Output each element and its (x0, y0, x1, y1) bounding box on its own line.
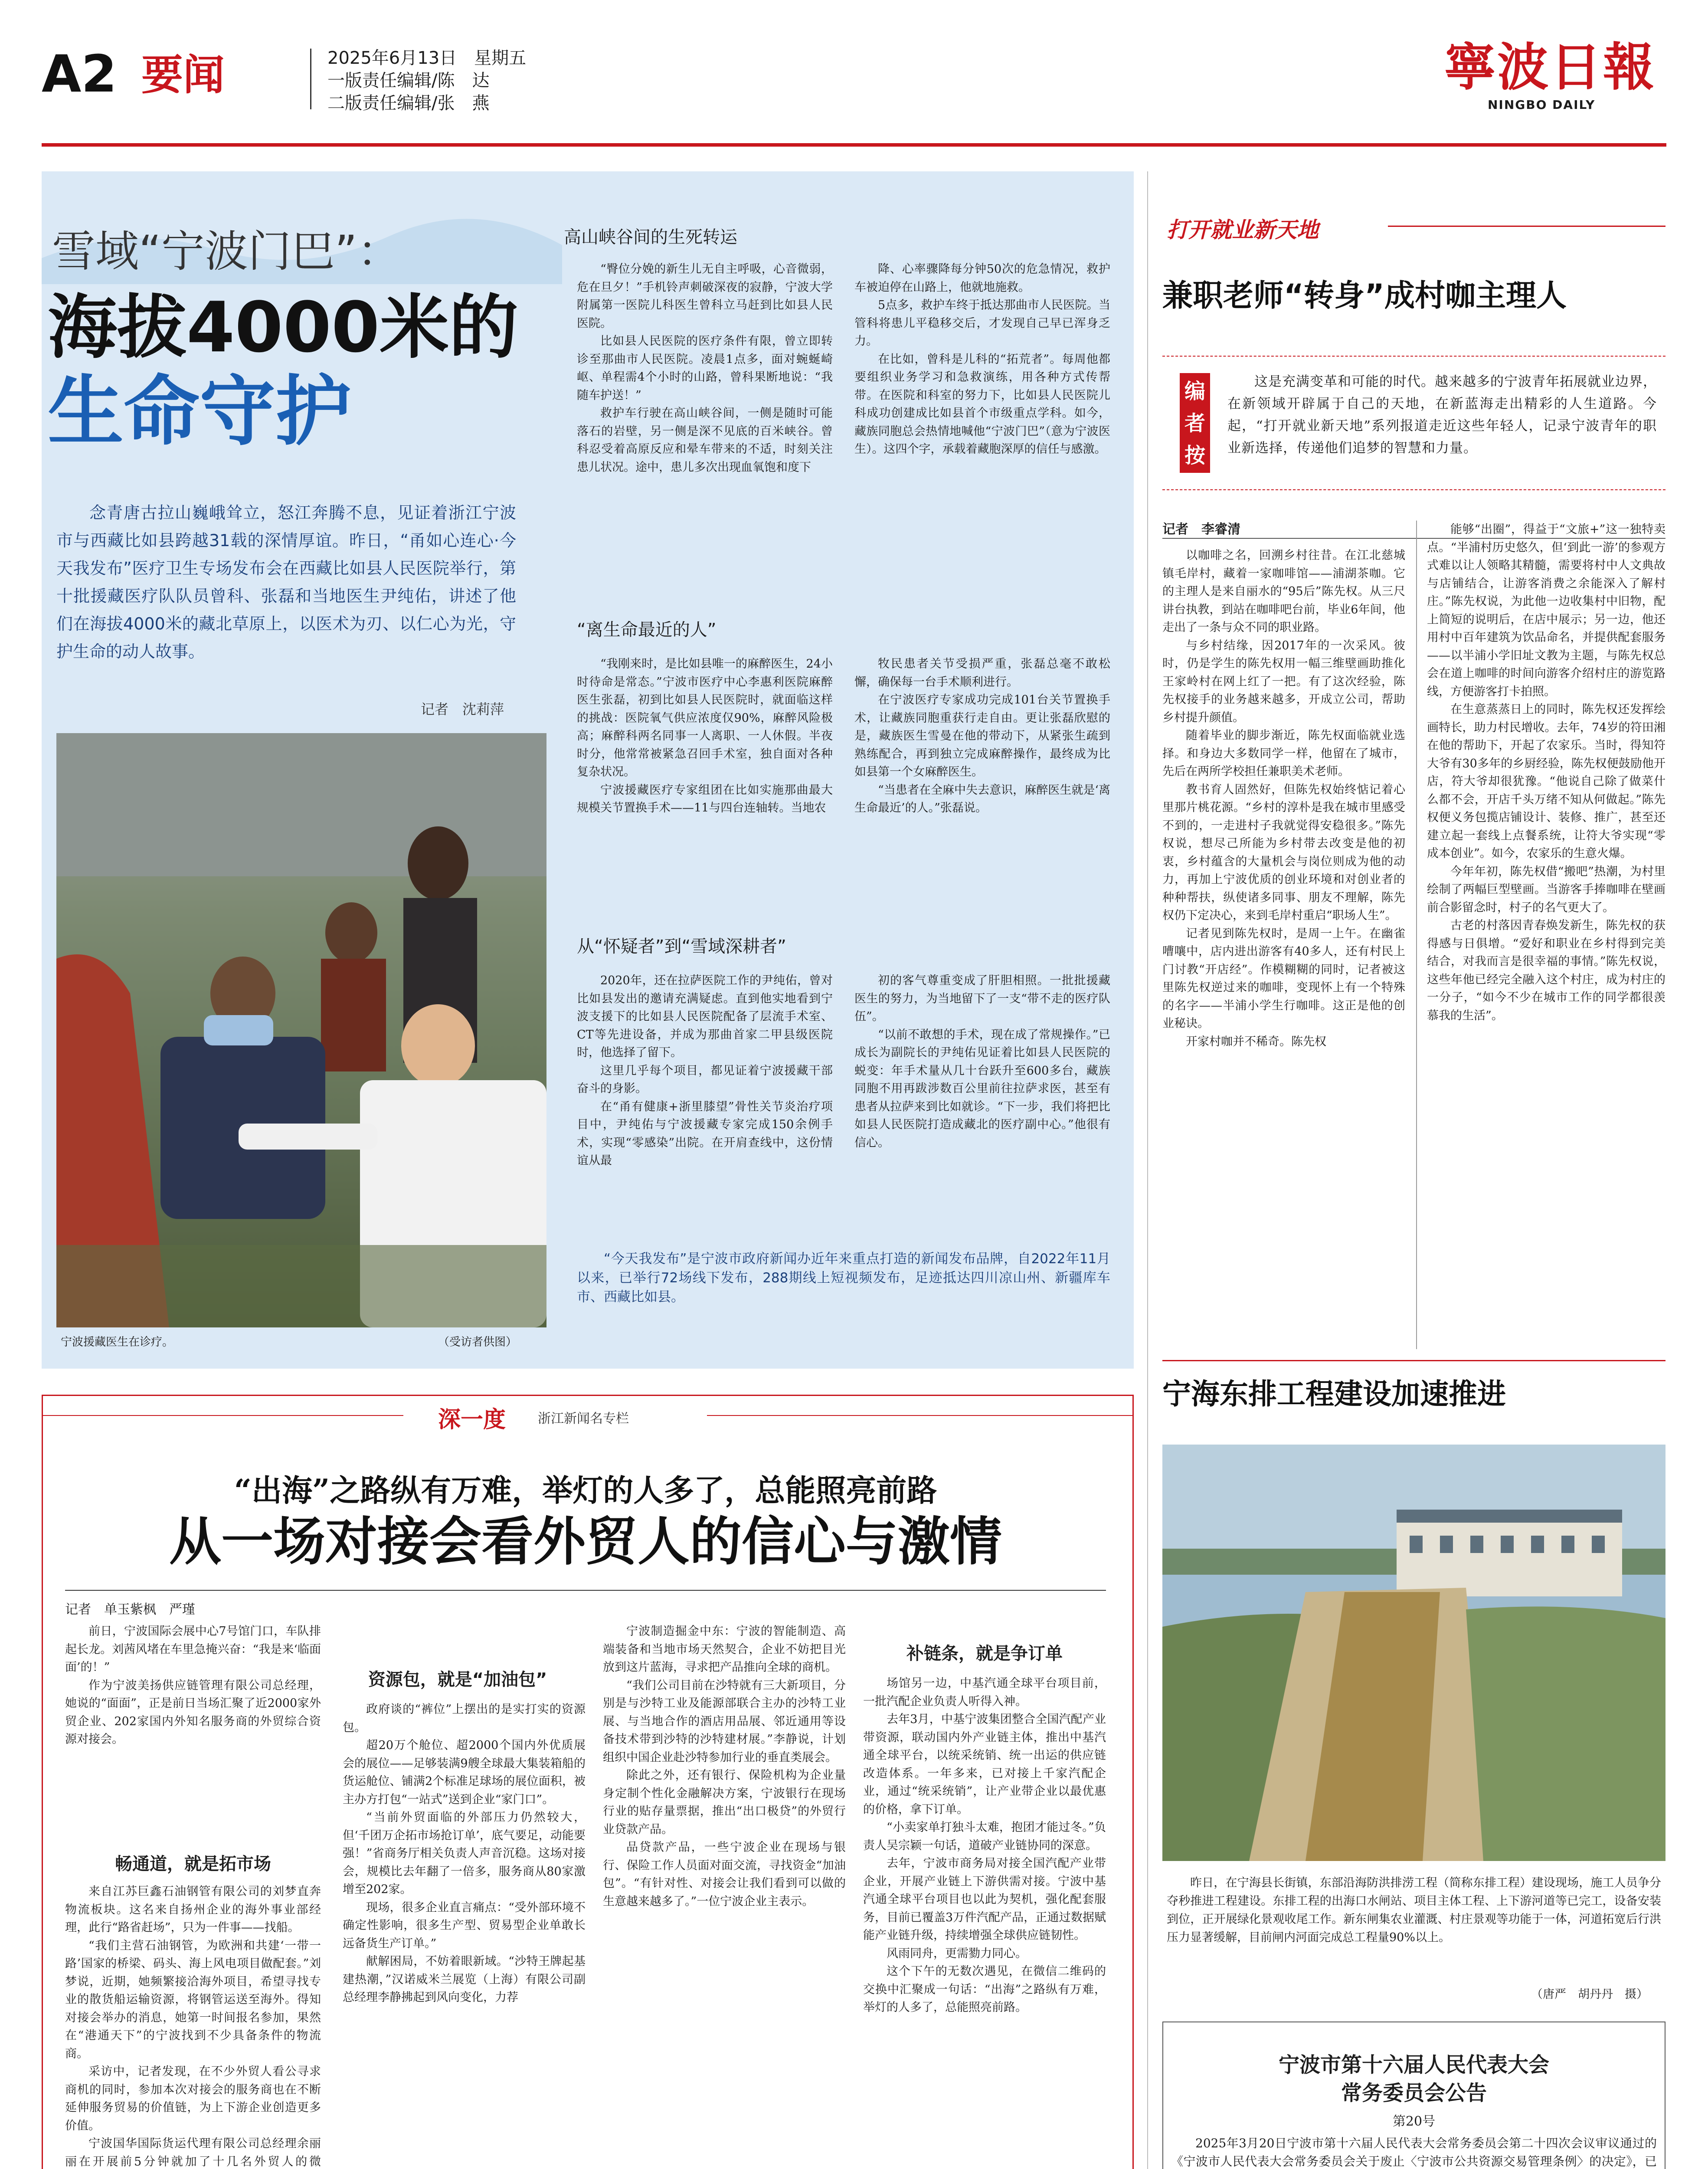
lead-photo-credit: （受访者供图） (438, 1336, 517, 1349)
lead-subhead-3: 从“怀疑者”到“雪域深耕者” (577, 937, 786, 957)
page-number: A2 (42, 44, 117, 104)
ninghai-rule (1162, 1360, 1665, 1361)
paragraph: 宁波制造掘金中东：宁波的智能制造、高端装备和当地市场天然契合，企业不妨把目光放到这片蓝海，寻求把产品推向全球的商机。 (603, 1625, 846, 1674)
notice-body: 2025年3月20日宁波市第十六届人民代表大会常务委员会第二十四次会议审议通过的《宁波市人民代表大会常务委员会关于废止〈宁波市公共资源交易管理条例〉的决定》，已 (1171, 2136, 1657, 2169)
right-banner: 打开就业新天地 (1167, 217, 1319, 242)
lead-s2-col-1 (577, 655, 833, 915)
paragraph: 今年年初，陈先权借“搬吧”热潮，为村里绘制了两幅巨型壁画。当游客手捧咖啡在壁画前合影留念时，村子的名气更大了。 (1427, 865, 1665, 914)
depth-banner-sub: 浙江新闻名专栏 (538, 1411, 629, 1426)
paragraph: 2020年，还在拉萨医院工作的尹纯佑，曾对比如县发出的邀请充满疑虑。直到他实地看到宁波支援下的比如县人民医院配备了层流手术室、CT等先进设备，并成为那曲首家二甲县级医院时，他选择了留下。 (577, 974, 833, 1059)
paragraph: 去年3月，中基宁波集团整合全国汽配产业带资源，联动国内外产业链主体，推出中基汽通全球平台，以统采统销、统一出运的供应链改造体系。一年多来，已对接上千家汽配企业，通过“统采统销”，让产业带企业以最优惠的价格，拿下订单。 (863, 1713, 1106, 1816)
ninghai-title: 宁海东排工程建设加速推进 (1162, 1377, 1506, 1411)
depth-col-2a (343, 1700, 586, 2169)
editor-line-1: 一版责任编辑/陈 达 (327, 71, 490, 91)
paragraph: “我们公司目前在沙特就有三大新项目，分别是与沙特工业及能源部联合主办的沙特工业展、与当地合作的酒店用品展、邻近通用等设备技术带到沙特的沙特建材展。”李静说，计划组织中国企业赴沙特参加行业的垂直类展会。 (603, 1678, 846, 1764)
paragraph: 现场，很多企业直言痛点：“受外部环境不确定性影响，很多生产型、贸易型企业单敢长远备货生产订单。” (343, 1900, 586, 1950)
lead-s1-col-2 (854, 260, 1110, 599)
lead-intro: 念青唐古拉山巍峨耸立，怒江奔腾不息，见证着浙江宁波市与西藏比如县跨越31载的深情厚谊。昨日，“甬如心连心·今天我发布”医疗卫生专场发布会在西藏比如县人民医院举行，第十批援藏医疗队队员曾科、张磊和当地医生尹纯佑，讲述了他们在海拔4000米的藏北草原上，以医术为刃、以仁心为光，守护生命的动人故事。 (56, 503, 516, 661)
lead-s2-col-2b (854, 655, 1110, 915)
lead-subhead-1: 高山峡谷间的生死转运 (564, 227, 737, 247)
section-name: 要闻 (141, 51, 225, 99)
paragraph: 作为宁波美扬供应链管理有限公司总经理，她说的“面面”，正是前日当场汇聚了近2000家外贸企业、202家国内外知名服务商的外贸综合资源对接会。 (65, 1678, 321, 1746)
header-rule (42, 143, 1666, 147)
paragraph: 初的客气尊重变成了肝胆相照。一批批援藏医生的努力，为当地留下了一支“带不走的医疗队伍”。 (854, 974, 1110, 1023)
depth-title-rule (65, 1590, 1106, 1591)
depth-col-3a (603, 1622, 846, 2169)
paragraph: 宁波国华国际货运代理有限公司总经理余丽丽在开展前5分钟就加了十几名外贸人的微 (65, 2137, 321, 2169)
editor-note: 这是充满变革和可能的时代。越来越多的宁波青年拓展就业边界，在新领域开辟属于自己的天地，在新蓝海走出精彩的人生道路。今起，“打开就业新天地”系列报道走近这些年轻人，记录宁波青年的职业新选择，传递他们追梦的智慧和力量。 (1227, 374, 1657, 456)
newspaper-logo-en: NINGBO DAILY (1488, 98, 1596, 112)
paragraph: 前日，宁波国际会展中心7号馆门口，车队排起长龙。刘茜风堵在车里急掩兴奋：“我是来‘临面面’的！” (65, 1625, 321, 1674)
depth-byline: 记者 单玉紫枫 严瑾 (65, 1602, 195, 1617)
editor-note-tag: 编者按 (1184, 379, 1205, 468)
notice-title-2: 常务委员会公告 (1341, 2081, 1487, 2105)
paragraph: 采访中，记者发现，在不少外贸人看公寻求商机的同时，参加本次对接会的服务商也在不断延伸服务贸易的价值链，为上下游企业创造更多价值。 (65, 2065, 321, 2133)
paragraph: 古老的村落因青春焕发新生，陈先权的获得感与日俱增。“爱好和职业在乡村得到完美结合，对我而言是很幸福的事情。”陈先权说，这些年他已经完全融入这个村庄，成为村庄的一分子，“如今不少在城市工作的同学都很羡慕我的生活”。 (1427, 919, 1665, 1022)
depth-subhead-4: 补链条，就是争订单 (906, 1644, 1063, 1664)
page-divider-vertical (1147, 171, 1148, 2169)
paragraph: 去年，宁波市商务局对接全国汽配产业带企业，开展产业链上下游供需对接。宁波中基汽通全球平台项目也以此为契机，强化配套服务，目前已覆盖3万件汽配产品，正通过数据赋能产业链升级，持续增强全球供应链韧性。 (863, 1857, 1106, 1942)
paragraph: 品贷款产品，一些宁波企业在现场与银行、保险工作人员面对面交流，寻找资金“加油包”。“有针对性、对接会让我们看到可以做的生意越来越多了。”一位宁波企业主表示。 (603, 1841, 846, 1908)
ninghai-caption: 昨日，在宁海县长街镇，东部沿海防洪排涝工程（简称东排工程）建设现场，施工人员争分夺秒推进工程建设。东排工程的出海口水闸站、项目主体工程、上下游河道等已完工，设备安装到位，正开展绿化景观收尾工作。新东闸集农业灌溉、村庄景观等功能于一体，河道拓宽后行洪压力显著缓解，目前闸内河面完成总工程量90%以上。 (1167, 1876, 1661, 1944)
paragraph: 与乡村结缘，因2017年的一次采风。彼时，仍是学生的陈先权用一幅三维壁画助推化王家岭村在网上红了一把。有了这次经验，陈先权接手的业务越来越多，开成立公司，帮助乡村提升颜值。 (1162, 639, 1405, 724)
paragraph: 以咖啡之名，回溯乡村往昔。在江北慈城镇毛岸村，藏着一家咖啡馆——浦湖茶咖。它的主理人是来自丽水的“95后”陈先权。从三尺讲台执教，到站在咖啡吧台前，毕业6年间，他走出了一条与众不同的职业路。 (1162, 549, 1405, 634)
lead-photo-caption: 宁波援藏医生在诊疗。 (61, 1336, 174, 1349)
paragraph: 超20万个舱位、超2000个国内外优质展会的展位——足够装满9艘全球最大集装箱船的货运舱位、铺满2个标准足球场的展位面积，被主办方打包“一站式”送到企业“家门口”。 (343, 1739, 586, 1806)
paragraph: 救护车行驶在高山峡谷间，一侧是随时可能落石的岩壁，另一侧是深不见底的百米峡谷。曾科忍受着高原反应和晕车带来的不适，时刻关注患儿状况。途中，患儿多次出现血氧饱和度下 (577, 406, 833, 474)
notice-number: 第20号 (1392, 2114, 1436, 2129)
paragraph: 开家村咖并不稀奇。陈先权 (1186, 1035, 1326, 1048)
paragraph: “我刚来时，是比如县唯一的麻醉医生，24小时待命是常态。”宁波市医疗中心李惠利医院麻醉医生张磊，初到比如县人民医院时，就面临这样的挑战：医院氧气供应浓度仅90%，麻醉风险极高；麻醉科两名同事一人离职、一人休假。半夜时分，他常常被紧急召回手术室，独自面对各种复杂状况。 (577, 657, 833, 779)
paragraph: 降、心率骤降每分钟50次的危急情况，救护车被迫停在山路上，他就地施救。 (854, 262, 1110, 294)
right-col-2 (1427, 521, 1665, 1345)
paragraph: 在生意蒸蒸日上的同时，陈先权还发挥绘画特长，助力村民增收。去年，74岁的符田湘在他的帮助下，开起了农家乐。当时，得知符大爷有30多年的乡厨经验，陈先权便鼓励他开店，符大爷却很犹豫。“他说自己除了做菜什么都不会，开店千头万绪不知从何做起。”陈先权便义务包揽店铺设计、装修、推广，甚至还建立起一套线上点餐系统，让符大爷实现“零成本创业”。如今，农家乐的生意火爆。 (1427, 703, 1665, 860)
depth-col-1b (65, 1883, 321, 2169)
depth-col-4a (863, 1674, 1106, 2169)
paragraph: “小卖家单打独斗太难，抱团才能过冬。”负责人吴宗颖一句话，道破产业链协同的深意。 (863, 1821, 1106, 1852)
paragraph: 比如县人民医院的医疗条件有限，曾立即转诊至那曲市人民医院。凌晨1点多，面对蜿蜒崎岖、单程需4个小时的山路，曾科果断地说：“我随车护送！” (577, 334, 833, 402)
depth-subhead-1: 畅通道，就是拓市场 (115, 1854, 271, 1874)
lead-s3-col-1 (577, 972, 833, 1236)
flood-control-project-illustration (1162, 1445, 1665, 1861)
paragraph: “臀位分娩的新生儿无自主呼吸，心音微弱，危在旦夕！”手机铃声刺破深夜的寂静，宁波大学附属第一医院儿科医生曾科立马赶到比如县人民医院。 (577, 262, 833, 330)
paragraph: 宁波援藏医疗专家组团在比如实施那曲最大规模关节置换手术——11与四台连轴转。当地农 (577, 783, 833, 815)
lead-subhead-2: “离生命最近的人” (577, 620, 717, 640)
paragraph: 场馆另一边，中基汽通全球平台项目前，一批汽配企业负责人听得入神。 (863, 1677, 1106, 1708)
paragraph: 5点多，救护车终于抵达那曲市人民医院。当管科将患儿平稳移交后，才发现自己早已浑身乏力。 (854, 298, 1110, 348)
editor-line-2: 二版责任编辑/张 燕 (327, 93, 490, 113)
doctor-examining-child-illustration (56, 733, 546, 1327)
depth-subhead-2: 资源包，就是“加油包” (368, 1670, 547, 1690)
right-title: 兼职老师“转身”成村咖主理人 (1162, 278, 1567, 313)
ninghai-credit: （唐严 胡丹丹 摄） (1531, 1988, 1648, 2001)
paragraph: 能够“出圈”，得益于“文旅+”这一独特卖点。“半浦村历史悠久，但‘到此一游’的参观方式难以让人领略其精髓，需要将村中人文典故与店铺结合，让游客消费之余能深入了解村庄。”陈先权说，为此他一边收集村中旧物，配上简短的说明后，在店中展示；另一边，他还用村中百年建筑为饮品命名，并提供配套服务——以半浦小学旧址文教为主题，与陈先权总会在道上咖啡的时间向游客介绍村庄的游览路线，方便游客打卡拍照。 (1427, 523, 1665, 698)
paragraph: 政府谈的“裤位”上摆出的是实打实的资源包。 (343, 1703, 586, 1734)
lead-s1-col-1 (577, 260, 833, 599)
paragraph: 在比如，曾科是儿科的“拓荒者”。每周他都要组织业务学习和急救演练，用各种方式传帮带。在医院和科室的努力下，比如县人民医院儿科成功创建成比如县首个市级重点学科。如今，藏族同胞总会热情地喊他“宁波门巴”（意为宁波医生）。这四个字，承载着藏胞深厚的信任与感激。 (854, 352, 1110, 456)
paragraph: 这里几乎每个项目，都见证着宁波援藏干部奋斗的身影。 (577, 1064, 833, 1095)
header-divider (310, 49, 311, 109)
paragraph: 除此之外，还有银行、保险机构为企业量身定制个性化金融解决方案，宁波银行在现场行业的贴存量票据，推出“出口极贷”的外贸行业贷款产品。 (603, 1769, 846, 1836)
ninghai-photo (1162, 1445, 1665, 1861)
lead-note: “今天我发布”是宁波市政府新闻办近年来重点打造的新闻发布品牌，自2022年11月以来，已举行72场线下发布，288期线上短视频发布，足迹抵达四川凉山州、新疆库车市、西藏比如县。 (577, 1251, 1110, 1305)
lead-title-line-2: 生命守护 (48, 368, 351, 456)
paragraph: 献解困局，不妨着眼新域。“沙特王牌起基建热潮，”汉诺威米兰展览（上海）有限公司副总经理李静拂起到风向变化，力荐 (343, 1955, 586, 2004)
paragraph: 在宁波医疗专家成功完成101台关节置换手术，让藏族同胞重获行走自由。更让张磊欣慰的是，藏族医生雪曼在他的带动下，从紧张生疏到熟练配合，再到独立完成麻醉操作，最终成为比如县第一个女麻醉医生。 (854, 693, 1110, 779)
paragraph: “我们主营石油钢管，为欧洲和共建‘一带一路’国家的桥梁、码头、海上风电项目做配套。”刘梦说，近期，她频繁接洽海外项目，希望寻找专业的散货船运输资源，将钢管运送至海外。得知对接会举办的消息，她第一时间报名参加，果然在“港通天下”的宁波找到不少具备条件的物流商。 (65, 1939, 321, 2061)
depth-banner: 深一度 (438, 1407, 506, 1433)
right-col-1 (1162, 547, 1405, 1345)
newspaper-logo: 寧波日報 (1444, 37, 1656, 97)
lead-reporter: 记者 沈莉萍 (421, 701, 504, 718)
paragraph: 风雨同舟，更需勠力同心。 (887, 1946, 1027, 1960)
notice-title-1: 宁波市第十六届人民代表大会 (1278, 2053, 1549, 2077)
lead-s3-col-2 (854, 972, 1110, 1236)
lead-photo (56, 733, 546, 1327)
paragraph: 牧民患者关节受损严重，张磊总毫不敢松懈，确保每一台手术顺利进行。 (854, 657, 1110, 689)
paragraph: 随着毕业的脚步渐近，陈先权面临就业选择。和身边大多数同学一样，他留在了城市，先后在两所学校担任兼职美术老师。 (1162, 729, 1405, 778)
lead-title-line-1: 海拔4000米的 (48, 287, 519, 368)
paragraph: 来自江苏巨鑫石油钢管有限公司的刘梦直奔物流板块。这名来自扬州企业的海外事业部经理，此行“路省赶场”，只为一件事——找船。 (65, 1885, 321, 1934)
paragraph: “当前外贸面临的外部压力仍然较大，但‘千团万企拓市场抢订单’，底气要足，动能要强！”省商务厅相关负责人声音沉稳。这场对接会，规模比去年翻了一倍多，服务商从80家激增至202家。 (343, 1811, 586, 1896)
paragraph: “当患者在全麻中失去意识，麻醉医生就是‘离生命最近’的人。”张磊说。 (854, 783, 1110, 815)
depth-col-1a (65, 1622, 321, 1844)
depth-kicker: “出海”之路纵有万难，举灯的人多了，总能照亮前路 (234, 1472, 937, 1508)
paragraph: 教书育人固然好，但陈先权始终惦记着心里那片桃花源。“乡村的淳朴是我在城市里感受不到的，一走进村子我就觉得安稳很多。”陈先权说，想尽己所能为乡村带去改变是他的初衷，乡村蕴含的大量机会与岗位则成为他的动力，再加上宁波优质的创业环境和对创业者的种种帮扶，纵使诸多同事、朋友不理解，陈先权仍下定决心，来到毛岸村重启“职场人生”。 (1162, 783, 1405, 922)
paragraph: 这个下午的无数次遇见，在微信二维码的交换中汇聚成一句话：“出海”之路纵有万难，举灯的人多了，总能照亮前路。 (863, 1965, 1106, 2014)
right-col-divider (1416, 521, 1417, 1349)
lead-kicker: 雪域“宁波门巴”： (52, 226, 401, 277)
paragraph: 在“甬有健康+浙里膝望”骨性关节炎治疗项目中，尹纯佑与宁波援藏专家完成150余例手术，实现“零感染”出院。在开肩查线中，这份情谊从最 (577, 1100, 833, 1167)
right-reporter: 记者 李睿清 (1162, 522, 1240, 537)
issue-date: 2025年6月13日 星期五 (327, 48, 527, 68)
paragraph: “以前不敢想的手术，现在成了常规操作。”已成长为副院长的尹纯佑见证着比如县人民医院的蜕变：年手术量从几十台跃升至600多台，藏族同胞不用再跋涉数百公里前往拉萨求医，甚至有患者从拉萨来到比如就诊。“下一步，我们将把比如县人民医院打造成藏北的医疗副中心。”他很有信心。 (854, 1028, 1110, 1150)
depth-title: 从一场对接会看外贸人的信心与激情 (169, 1512, 1002, 1572)
paragraph: 记者见到陈先权时，是周一上午。在幽雀嘈嚷中，店内进出游客有40多人，还有村民上门讨教“开店经”。作模糊糊的同时，记者被这里陈先权逆过来的咖啡，变现怀上有一个特殊的名字——半浦小学生行咖啡。这正是他的创业秘诀。 (1162, 927, 1405, 1030)
